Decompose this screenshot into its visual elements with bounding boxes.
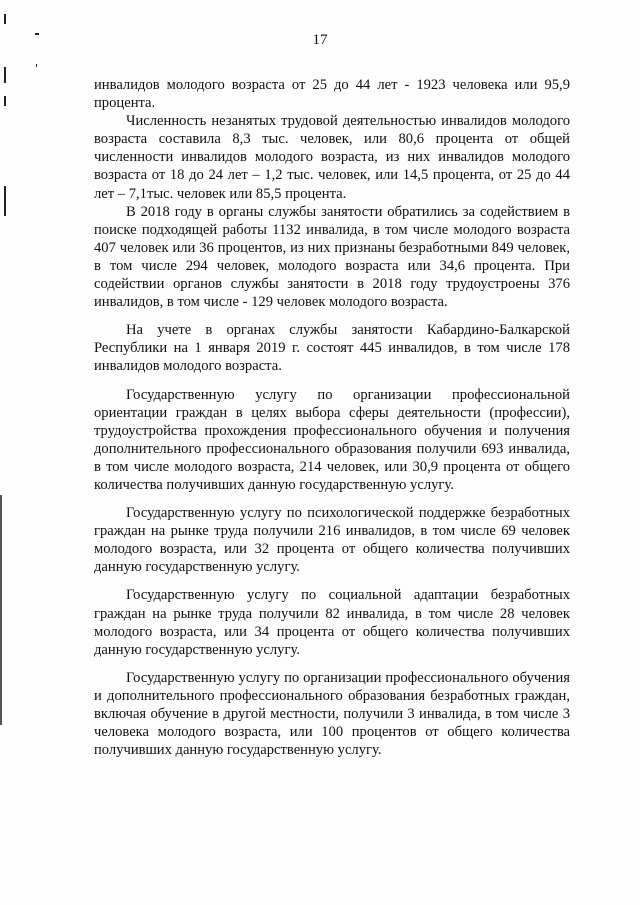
paragraph: Государственную услугу по организации профессионального обучения и дополнительного профессионального образования безработных граждан, включая обучение в другой местности, получили 3 инвалида, в том числе 3 человека молодого возраста, или 100 процентов от общего количества получивших данную государственную услугу. bbox=[94, 669, 570, 759]
scan-artifact bbox=[0, 495, 2, 725]
paragraph: инвалидов молодого возраста от 25 до 44 лет - 1923 человека или 95,9 процента. bbox=[94, 77, 570, 112]
scan-artifact bbox=[4, 14, 6, 24]
page-number: 17 bbox=[312, 32, 328, 48]
paragraph: Государственную услугу по социальной адаптации безработных граждан на рынке труда получили 82 инвалида, в том числе 28 человек молодого возраста, или 34 процента от общего количества получивших данную государственную услугу. bbox=[94, 587, 570, 658]
paragraph: На учете в органах службы занятости Кабардино-Балкарской Республики на 1 января 2019 г. состоят 445 инвалидов, в том числе 178 инвалидов молодого возраста. bbox=[94, 322, 570, 375]
scan-artifact bbox=[4, 186, 6, 216]
paragraph: Государственную услугу по психологической поддержке безработных граждан на рынке труда получили 216 инвалидов, в том числе 69 человек молодого возраста, или 32 процента от общего количества получивших данную государственную услугу. bbox=[94, 505, 570, 576]
paragraph: В 2018 году в органы службы занятости обратились за содействием в поиске подходящей работы 1132 инвалида, в том числе молодого возраста 407 человек или 36 процентов, из них признаны безработными 849 человек, в том числе 294 человек, молодого возраста или 34,6 процента. При содействии органов службы занятости в 2018 году трудоустроены 376 инвалидов, в том числе - 129 человек молодого возраста. bbox=[94, 203, 570, 311]
body-text bbox=[94, 76, 570, 759]
paragraph: Численность незанятых трудовой деятельностью инвалидов молодого возраста составила 8,3 тыс. человек, или 80,6 процента от общей численности инвалидов молодого возраста, из них инвалидов молодого возраста от 18 до 24 лет – 1,2 тыс. человек, или 14,5 процента, от 25 до 44 лет – 7,1тыс. человек или 85,5 процента. bbox=[94, 113, 570, 202]
scan-artifact bbox=[4, 67, 6, 83]
scan-artifact bbox=[36, 64, 37, 67]
paragraph: Государственную услугу по организации профессиональной ориентации граждан в целях выбора сферы деятельности (профессии), трудоустройства прохождения профессионального обучения и получения дополнительного профессионального образования получили 693 инвалида, в том числе молодого возраста, 214 человек, или 30,9 процента от общего количества получивших данную государственную услугу. bbox=[94, 386, 570, 493]
scan-artifact bbox=[4, 96, 6, 106]
